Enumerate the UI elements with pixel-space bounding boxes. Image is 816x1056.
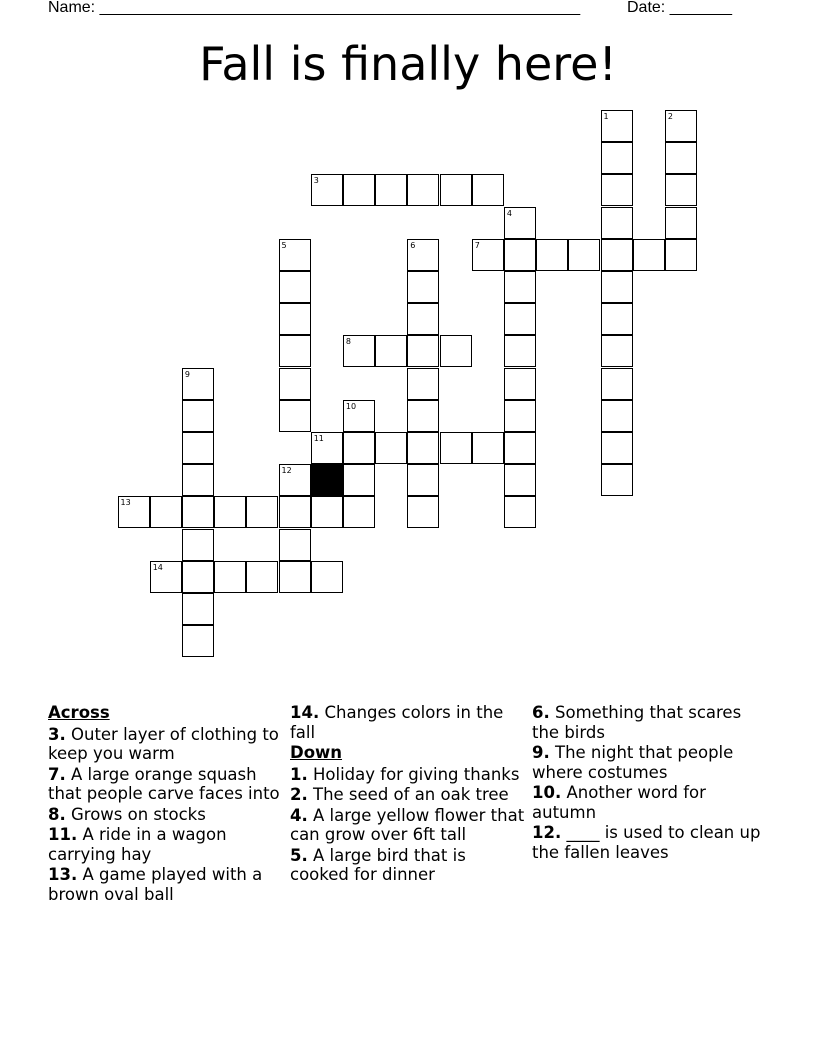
clue-number: 4 (506, 208, 512, 218)
grid-cell[interactable] (311, 432, 343, 464)
grid-cell[interactable] (182, 529, 214, 561)
puzzle-title: Fall is finally here! (199, 37, 617, 91)
clue-number: 10 (345, 401, 357, 411)
grid-cell[interactable] (504, 368, 536, 400)
grid-cell[interactable] (504, 207, 536, 239)
grid-cell[interactable] (311, 174, 343, 206)
grid-cell[interactable] (375, 174, 407, 206)
grid-cell[interactable] (182, 464, 214, 496)
grid-cell[interactable] (601, 464, 633, 496)
clue-number: 3 (313, 176, 319, 186)
grid-cell[interactable] (311, 561, 343, 593)
grid-cell[interactable] (665, 207, 697, 239)
grid-cell[interactable] (665, 239, 697, 271)
grid-cell[interactable] (279, 239, 311, 271)
grid-cell[interactable] (472, 432, 504, 464)
clue-column-1 (48, 703, 280, 905)
clue-item-number: 12. (532, 823, 562, 842)
grid-cell[interactable] (214, 561, 246, 593)
grid-cell[interactable] (504, 239, 536, 271)
grid-cell[interactable] (279, 496, 311, 528)
grid-cell[interactable] (279, 368, 311, 400)
grid-cell[interactable] (633, 239, 665, 271)
grid-cell[interactable] (504, 400, 536, 432)
grid-cell[interactable] (407, 303, 439, 335)
grid-cell[interactable] (504, 496, 536, 528)
grid-cell[interactable] (343, 496, 375, 528)
grid-cell[interactable] (504, 303, 536, 335)
grid-cell[interactable] (150, 561, 182, 593)
down-clue-list (290, 765, 528, 885)
grid-cell[interactable] (504, 432, 536, 464)
clue-number: 11 (313, 434, 324, 443)
grid-cell[interactable] (407, 400, 439, 432)
clue-item (290, 785, 528, 805)
grid-cell[interactable] (343, 335, 375, 367)
grid-cell[interactable] (182, 400, 214, 432)
grid-cell[interactable] (601, 174, 633, 206)
clue-item-text: Another word for autumn (532, 783, 706, 822)
grid-cell[interactable] (150, 496, 182, 528)
grid-cell[interactable] (375, 432, 407, 464)
grid-cell[interactable] (536, 239, 568, 271)
clue-item-text: The night that people where costumes (532, 743, 734, 782)
clue-item-number: 9. (532, 743, 550, 762)
clue-item-number: 7. (48, 764, 66, 784)
grid-cell[interactable] (279, 400, 311, 432)
clue-number: 14 (152, 562, 163, 572)
clue-item-text: The seed of an oak tree (307, 785, 509, 804)
grid-cell[interactable] (182, 432, 214, 464)
grid-cell[interactable] (601, 142, 633, 174)
clue-item (48, 765, 280, 804)
grid-cell[interactable] (182, 368, 214, 400)
clue-item-number: 11. (48, 825, 78, 844)
clue-number: 9 (184, 369, 190, 379)
clue-column-3 (532, 703, 772, 863)
across-clue-list-continued (290, 703, 528, 742)
grid-cell[interactable] (182, 496, 214, 528)
grid-cell[interactable] (601, 110, 633, 142)
grid-cell[interactable] (182, 625, 214, 657)
across-clue-list (48, 725, 280, 905)
grid-cell[interactable] (343, 464, 375, 496)
clue-item (290, 703, 528, 742)
clue-item-number: 6. (532, 703, 550, 722)
across-heading: Across (48, 703, 110, 722)
clue-item-text: Something that scares the birds (532, 703, 742, 742)
grid-cell[interactable] (665, 110, 697, 142)
clue-item (48, 725, 280, 764)
clue-item (532, 783, 772, 822)
clue-item (48, 865, 280, 904)
grid-cell[interactable] (279, 464, 311, 496)
grid-cell[interactable] (440, 174, 472, 206)
grid-cell[interactable] (214, 496, 246, 528)
grid-cell[interactable] (311, 496, 343, 528)
clue-item (48, 805, 280, 825)
clue-item-number: 13. (48, 865, 78, 884)
grid-cell[interactable] (601, 303, 633, 335)
clue-item (290, 765, 528, 785)
clue-number: 1 (603, 112, 609, 121)
grid-cell[interactable] (472, 174, 504, 206)
grid-cell[interactable] (601, 335, 633, 367)
grid-cell[interactable] (343, 174, 375, 206)
grid-cell[interactable] (182, 561, 214, 593)
clue-item-text: A large yellow flower that can grow over 6ft tall (290, 805, 525, 844)
date-field-label: Date: _______ (627, 0, 732, 16)
grid-cell[interactable] (601, 271, 633, 303)
clue-item-text: A game played with a brown oval ball (48, 865, 263, 904)
down-heading: Down (290, 743, 343, 762)
clue-number: 2 (667, 112, 673, 121)
grid-cell[interactable] (182, 593, 214, 625)
clue-column-2 (290, 703, 528, 886)
clue-item-text: A large orange squash that people carve faces into (48, 764, 280, 803)
grid-cell[interactable] (407, 432, 439, 464)
grid-cell[interactable] (279, 271, 311, 303)
clue-item-text: ____ is used to clean up the fallen leaves (532, 823, 761, 862)
clue-number: 13 (120, 498, 131, 508)
grid-cell[interactable] (665, 174, 697, 206)
clue-item (532, 703, 772, 742)
grid-cell[interactable] (407, 174, 439, 206)
clue-number: 6 (410, 240, 416, 250)
grid-cell[interactable] (568, 239, 600, 271)
clue-item (290, 806, 528, 845)
grid-cell[interactable] (601, 207, 633, 239)
black-cell (311, 464, 343, 496)
clue-number: 8 (345, 337, 351, 347)
clue-number: 5 (281, 240, 287, 250)
grid-cell[interactable] (279, 561, 311, 593)
grid-cell[interactable] (440, 335, 472, 367)
clue-item-text: Outer layer of clothing to keep you warm (48, 724, 279, 763)
grid-cell[interactable] (279, 303, 311, 335)
grid-cell[interactable] (246, 496, 278, 528)
grid-cell[interactable] (472, 239, 504, 271)
clue-item-text: A large bird that is cooked for dinner (290, 845, 466, 884)
grid-cell[interactable] (504, 271, 536, 303)
grid-cell[interactable] (246, 561, 278, 593)
grid-cell[interactable] (601, 400, 633, 432)
clue-item-number: 1. (290, 764, 308, 784)
clue-item-number: 3. (48, 724, 66, 744)
clue-item-text: Changes colors in the fall (290, 703, 504, 742)
clue-item-text: Holiday for giving thanks (307, 764, 520, 784)
grid-cell[interactable] (440, 432, 472, 464)
grid-cell[interactable] (343, 400, 375, 432)
clue-item (48, 825, 280, 864)
clue-item-number: 2. (290, 785, 308, 804)
clue-item-number: 14. (290, 703, 320, 722)
grid-cell[interactable] (279, 335, 311, 367)
clue-item-text: Grows on stocks (65, 804, 206, 824)
grid-cell[interactable] (504, 335, 536, 367)
clue-item-number: 5. (290, 845, 308, 865)
clue-item (532, 743, 772, 782)
grid-cell[interactable] (343, 432, 375, 464)
clue-number: 7 (474, 240, 480, 250)
grid-cell[interactable] (279, 529, 311, 561)
clue-number: 12 (281, 466, 292, 476)
clue-item (290, 846, 528, 885)
name-field-label: Name: ______________________________________________________ (48, 0, 581, 16)
grid-cell[interactable] (601, 239, 633, 271)
down-clue-list-continued (532, 703, 772, 862)
grid-cell[interactable] (407, 464, 439, 496)
grid-cell[interactable] (407, 335, 439, 367)
clue-item (532, 823, 772, 862)
clue-item-text: A ride in a wagon carrying hay (48, 825, 227, 864)
clue-item-number: 10. (532, 783, 562, 802)
grid-cell[interactable] (665, 142, 697, 174)
grid-cell[interactable] (504, 464, 536, 496)
clue-item-number: 8. (48, 804, 66, 824)
grid-cell[interactable] (407, 496, 439, 528)
clue-item-number: 4. (290, 805, 308, 825)
grid-cell[interactable] (375, 335, 407, 367)
grid-cell[interactable] (601, 432, 633, 464)
grid-cell[interactable] (601, 368, 633, 400)
grid-cell[interactable] (118, 496, 150, 528)
grid-cell[interactable] (407, 239, 439, 271)
grid-cell[interactable] (407, 368, 439, 400)
grid-cell[interactable] (407, 271, 439, 303)
